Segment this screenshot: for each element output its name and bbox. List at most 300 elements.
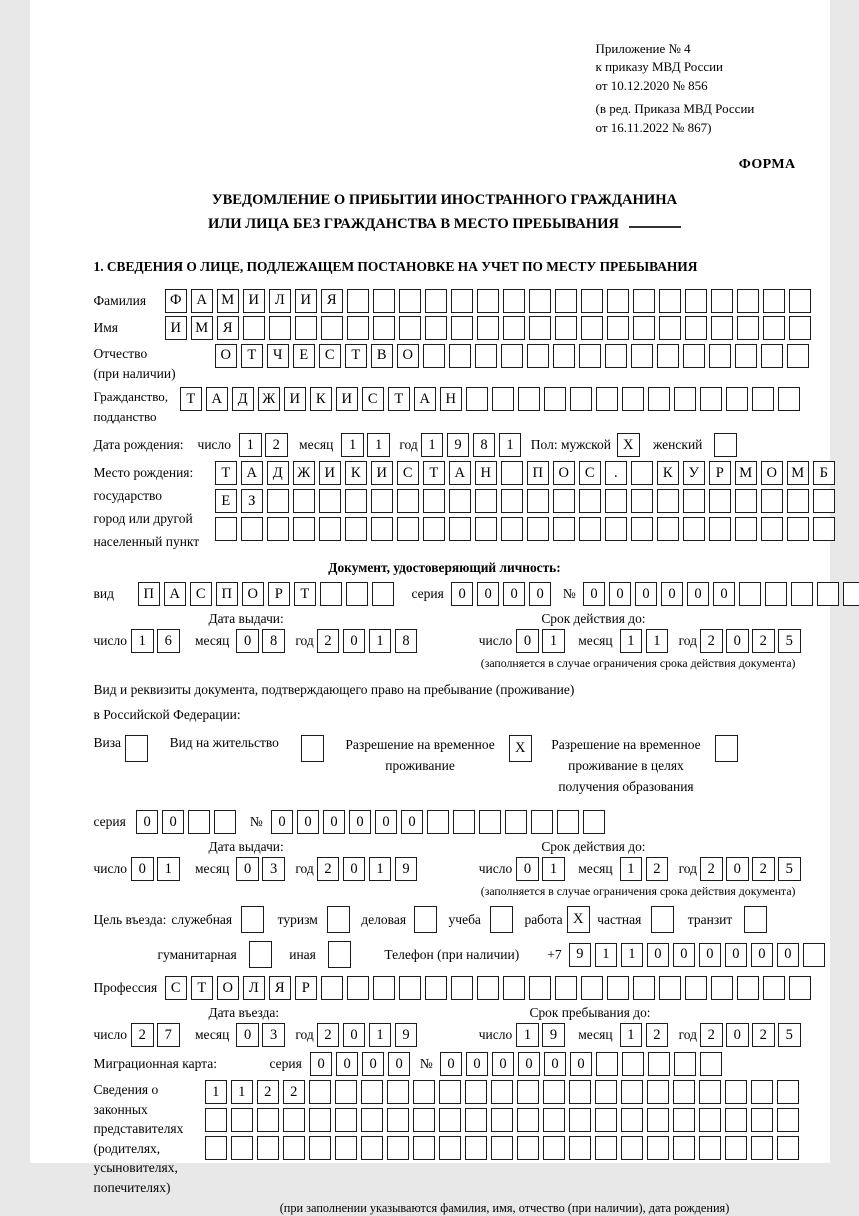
empty-cell[interactable]: [414, 906, 437, 933]
empty-cell[interactable]: [751, 1108, 774, 1132]
filled-cell[interactable]: 1: [499, 433, 522, 457]
filled-cell[interactable]: 2: [317, 857, 340, 881]
empty-cell[interactable]: [501, 517, 524, 541]
filled-cell[interactable]: 1: [369, 1023, 392, 1047]
filled-cell[interactable]: 0: [529, 582, 552, 606]
filled-cell[interactable]: М: [217, 289, 240, 313]
empty-cell[interactable]: [413, 1136, 436, 1160]
filled-cell[interactable]: Т: [180, 387, 203, 411]
filled-cell[interactable]: С: [397, 461, 420, 485]
empty-cell[interactable]: [293, 489, 316, 513]
filled-cell[interactable]: 0: [451, 582, 474, 606]
filled-cell[interactable]: 0: [661, 582, 684, 606]
empty-cell[interactable]: [700, 387, 723, 411]
empty-cell[interactable]: [477, 976, 500, 1000]
filled-cell[interactable]: Ж: [258, 387, 281, 411]
filled-cell[interactable]: 0: [343, 629, 366, 653]
empty-cell[interactable]: [371, 489, 394, 513]
filled-cell[interactable]: Р: [295, 976, 318, 1000]
filled-cell[interactable]: 1: [157, 857, 180, 881]
empty-cell[interactable]: [214, 810, 237, 834]
filled-cell[interactable]: 1: [205, 1080, 228, 1104]
filled-cell[interactable]: А: [206, 387, 229, 411]
empty-cell[interactable]: [553, 517, 576, 541]
filled-cell[interactable]: 2: [646, 857, 669, 881]
filled-cell[interactable]: Ч: [267, 344, 290, 368]
filled-cell[interactable]: 2: [265, 433, 288, 457]
filled-cell[interactable]: 3: [262, 857, 285, 881]
filled-cell[interactable]: 0: [362, 1052, 385, 1076]
filled-cell[interactable]: Д: [232, 387, 255, 411]
empty-cell[interactable]: [659, 316, 682, 340]
empty-cell[interactable]: [659, 976, 682, 1000]
filled-cell[interactable]: 1: [646, 629, 669, 653]
empty-cell[interactable]: [231, 1108, 254, 1132]
empty-cell[interactable]: [423, 489, 446, 513]
filled-cell[interactable]: 0: [725, 943, 748, 967]
filled-cell[interactable]: А: [449, 461, 472, 485]
empty-cell[interactable]: [674, 1052, 697, 1076]
filled-cell[interactable]: 0: [751, 943, 774, 967]
empty-cell[interactable]: [425, 976, 448, 1000]
filled-cell[interactable]: Т: [241, 344, 264, 368]
empty-cell[interactable]: [725, 1080, 748, 1104]
filled-cell[interactable]: Т: [215, 461, 238, 485]
empty-cell[interactable]: [125, 735, 148, 762]
empty-cell[interactable]: [397, 517, 420, 541]
empty-cell[interactable]: [543, 1080, 566, 1104]
empty-cell[interactable]: [505, 810, 528, 834]
empty-cell[interactable]: [579, 517, 602, 541]
filled-cell[interactable]: Т: [388, 387, 411, 411]
empty-cell[interactable]: [449, 344, 472, 368]
empty-cell[interactable]: [361, 1136, 384, 1160]
filled-cell[interactable]: 1: [542, 629, 565, 653]
empty-cell[interactable]: [492, 387, 515, 411]
empty-cell[interactable]: [387, 1136, 410, 1160]
empty-cell[interactable]: [843, 582, 859, 606]
empty-cell[interactable]: [647, 1108, 670, 1132]
empty-cell[interactable]: [529, 289, 552, 313]
filled-cell[interactable]: Т: [294, 582, 317, 606]
empty-cell[interactable]: [761, 517, 784, 541]
empty-cell[interactable]: [761, 344, 784, 368]
filled-cell[interactable]: Ж: [293, 461, 316, 485]
empty-cell[interactable]: [249, 941, 272, 968]
empty-cell[interactable]: [726, 387, 749, 411]
empty-cell[interactable]: [309, 1136, 332, 1160]
filled-cell[interactable]: X: [509, 735, 532, 762]
empty-cell[interactable]: [439, 1108, 462, 1132]
empty-cell[interactable]: [501, 461, 524, 485]
empty-cell[interactable]: [491, 1080, 514, 1104]
empty-cell[interactable]: [501, 489, 524, 513]
empty-cell[interactable]: [283, 1108, 306, 1132]
empty-cell[interactable]: [479, 810, 502, 834]
empty-cell[interactable]: [737, 289, 760, 313]
filled-cell[interactable]: 1: [231, 1080, 254, 1104]
empty-cell[interactable]: [490, 906, 513, 933]
filled-cell[interactable]: 0: [726, 1023, 749, 1047]
empty-cell[interactable]: [466, 387, 489, 411]
filled-cell[interactable]: 1: [369, 629, 392, 653]
filled-cell[interactable]: 1: [421, 433, 444, 457]
empty-cell[interactable]: [813, 489, 836, 513]
filled-cell[interactable]: 2: [700, 629, 723, 653]
empty-cell[interactable]: [518, 387, 541, 411]
filled-cell[interactable]: Е: [215, 489, 238, 513]
empty-cell[interactable]: [605, 517, 628, 541]
empty-cell[interactable]: [711, 289, 734, 313]
filled-cell[interactable]: У: [683, 461, 706, 485]
empty-cell[interactable]: [569, 1108, 592, 1132]
empty-cell[interactable]: [347, 976, 370, 1000]
empty-cell[interactable]: [543, 1108, 566, 1132]
filled-cell[interactable]: 0: [777, 943, 800, 967]
empty-cell[interactable]: [685, 289, 708, 313]
filled-cell[interactable]: 0: [477, 582, 500, 606]
empty-cell[interactable]: [555, 316, 578, 340]
filled-cell[interactable]: 1: [620, 857, 643, 881]
empty-cell[interactable]: [241, 517, 264, 541]
empty-cell[interactable]: [205, 1108, 228, 1132]
filled-cell[interactable]: С: [319, 344, 342, 368]
filled-cell[interactable]: 0: [544, 1052, 567, 1076]
empty-cell[interactable]: [347, 316, 370, 340]
filled-cell[interactable]: С: [190, 582, 213, 606]
filled-cell[interactable]: С: [165, 976, 188, 1000]
filled-cell[interactable]: А: [414, 387, 437, 411]
filled-cell[interactable]: Р: [709, 461, 732, 485]
empty-cell[interactable]: [633, 289, 656, 313]
empty-cell[interactable]: [737, 316, 760, 340]
filled-cell[interactable]: 1: [239, 433, 262, 457]
empty-cell[interactable]: [751, 1136, 774, 1160]
empty-cell[interactable]: [607, 976, 630, 1000]
filled-cell[interactable]: 0: [349, 810, 372, 834]
filled-cell[interactable]: 0: [570, 1052, 593, 1076]
empty-cell[interactable]: [583, 810, 606, 834]
filled-cell[interactable]: 5: [778, 1023, 801, 1047]
empty-cell[interactable]: [423, 517, 446, 541]
filled-cell[interactable]: 0: [162, 810, 185, 834]
empty-cell[interactable]: [451, 316, 474, 340]
filled-cell[interactable]: 0: [713, 582, 736, 606]
empty-cell[interactable]: [491, 1108, 514, 1132]
empty-cell[interactable]: [319, 489, 342, 513]
empty-cell[interactable]: [413, 1080, 436, 1104]
empty-cell[interactable]: [595, 1108, 618, 1132]
filled-cell[interactable]: 1: [516, 1023, 539, 1047]
empty-cell[interactable]: [309, 1108, 332, 1132]
filled-cell[interactable]: 0: [310, 1052, 333, 1076]
filled-cell[interactable]: 3: [262, 1023, 285, 1047]
filled-cell[interactable]: И: [371, 461, 394, 485]
filled-cell[interactable]: 0: [518, 1052, 541, 1076]
empty-cell[interactable]: [651, 906, 674, 933]
empty-cell[interactable]: [631, 344, 654, 368]
empty-cell[interactable]: [423, 344, 446, 368]
empty-cell[interactable]: [269, 316, 292, 340]
empty-cell[interactable]: [659, 289, 682, 313]
filled-cell[interactable]: 0: [236, 1023, 259, 1047]
empty-cell[interactable]: [425, 316, 448, 340]
filled-cell[interactable]: 7: [157, 1023, 180, 1047]
empty-cell[interactable]: [517, 1080, 540, 1104]
filled-cell[interactable]: 0: [297, 810, 320, 834]
empty-cell[interactable]: [345, 489, 368, 513]
filled-cell[interactable]: О: [761, 461, 784, 485]
filled-cell[interactable]: 0: [609, 582, 632, 606]
empty-cell[interactable]: [699, 1080, 722, 1104]
filled-cell[interactable]: 8: [395, 629, 418, 653]
empty-cell[interactable]: [399, 289, 422, 313]
empty-cell[interactable]: [621, 1080, 644, 1104]
empty-cell[interactable]: [596, 1052, 619, 1076]
empty-cell[interactable]: [347, 289, 370, 313]
empty-cell[interactable]: [744, 906, 767, 933]
filled-cell[interactable]: З: [241, 489, 264, 513]
empty-cell[interactable]: [817, 582, 840, 606]
empty-cell[interactable]: [345, 517, 368, 541]
empty-cell[interactable]: [553, 489, 576, 513]
filled-cell[interactable]: Я: [217, 316, 240, 340]
empty-cell[interactable]: [752, 387, 775, 411]
empty-cell[interactable]: [633, 316, 656, 340]
filled-cell[interactable]: М: [787, 461, 810, 485]
filled-cell[interactable]: 0: [236, 629, 259, 653]
empty-cell[interactable]: [361, 1080, 384, 1104]
filled-cell[interactable]: 2: [131, 1023, 154, 1047]
empty-cell[interactable]: [595, 1080, 618, 1104]
filled-cell[interactable]: 1: [542, 857, 565, 881]
empty-cell[interactable]: [605, 489, 628, 513]
empty-cell[interactable]: [477, 316, 500, 340]
empty-cell[interactable]: [737, 976, 760, 1000]
empty-cell[interactable]: [709, 489, 732, 513]
empty-cell[interactable]: [735, 489, 758, 513]
empty-cell[interactable]: [465, 1108, 488, 1132]
filled-cell[interactable]: С: [579, 461, 602, 485]
empty-cell[interactable]: [725, 1136, 748, 1160]
empty-cell[interactable]: [346, 582, 369, 606]
empty-cell[interactable]: [335, 1108, 358, 1132]
filled-cell[interactable]: С: [362, 387, 385, 411]
filled-cell[interactable]: П: [527, 461, 550, 485]
empty-cell[interactable]: [215, 517, 238, 541]
filled-cell[interactable]: 0: [440, 1052, 463, 1076]
filled-cell[interactable]: 0: [236, 857, 259, 881]
filled-cell[interactable]: О: [397, 344, 420, 368]
filled-cell[interactable]: 1: [621, 943, 644, 967]
filled-cell[interactable]: 0: [503, 582, 526, 606]
empty-cell[interactable]: [673, 1080, 696, 1104]
filled-cell[interactable]: 6: [157, 629, 180, 653]
empty-cell[interactable]: [283, 1136, 306, 1160]
filled-cell[interactable]: 1: [131, 629, 154, 653]
filled-cell[interactable]: Б: [813, 461, 836, 485]
filled-cell[interactable]: 1: [595, 943, 618, 967]
filled-cell[interactable]: 0: [388, 1052, 411, 1076]
empty-cell[interactable]: [397, 489, 420, 513]
filled-cell[interactable]: П: [216, 582, 239, 606]
filled-cell[interactable]: Т: [191, 976, 214, 1000]
filled-cell[interactable]: 9: [395, 857, 418, 881]
empty-cell[interactable]: [813, 517, 836, 541]
empty-cell[interactable]: [309, 1080, 332, 1104]
filled-cell[interactable]: 5: [778, 629, 801, 653]
empty-cell[interactable]: [763, 316, 786, 340]
empty-cell[interactable]: [503, 976, 526, 1000]
empty-cell[interactable]: [373, 316, 396, 340]
empty-cell[interactable]: [596, 387, 619, 411]
empty-cell[interactable]: [787, 344, 810, 368]
empty-cell[interactable]: [657, 344, 680, 368]
filled-cell[interactable]: Н: [475, 461, 498, 485]
filled-cell[interactable]: 2: [752, 629, 775, 653]
filled-cell[interactable]: П: [138, 582, 161, 606]
empty-cell[interactable]: [373, 289, 396, 313]
empty-cell[interactable]: [673, 1108, 696, 1132]
empty-cell[interactable]: [595, 1136, 618, 1160]
empty-cell[interactable]: [787, 517, 810, 541]
filled-cell[interactable]: Ф: [165, 289, 188, 313]
filled-cell[interactable]: О: [217, 976, 240, 1000]
filled-cell[interactable]: Т: [423, 461, 446, 485]
empty-cell[interactable]: [700, 1052, 723, 1076]
empty-cell[interactable]: [683, 489, 706, 513]
filled-cell[interactable]: 9: [542, 1023, 565, 1047]
empty-cell[interactable]: [544, 387, 567, 411]
filled-cell[interactable]: И: [284, 387, 307, 411]
filled-cell[interactable]: X: [567, 906, 590, 933]
empty-cell[interactable]: [685, 316, 708, 340]
empty-cell[interactable]: [763, 289, 786, 313]
empty-cell[interactable]: [301, 735, 324, 762]
empty-cell[interactable]: [803, 943, 826, 967]
empty-cell[interactable]: [517, 1136, 540, 1160]
empty-cell[interactable]: [647, 1136, 670, 1160]
empty-cell[interactable]: [787, 489, 810, 513]
empty-cell[interactable]: [777, 1136, 800, 1160]
empty-cell[interactable]: [579, 344, 602, 368]
empty-cell[interactable]: [327, 906, 350, 933]
empty-cell[interactable]: [361, 1108, 384, 1132]
empty-cell[interactable]: [621, 1108, 644, 1132]
empty-cell[interactable]: [711, 976, 734, 1000]
empty-cell[interactable]: [267, 489, 290, 513]
empty-cell[interactable]: [477, 289, 500, 313]
empty-cell[interactable]: [451, 976, 474, 1000]
empty-cell[interactable]: [241, 906, 264, 933]
empty-cell[interactable]: [335, 1080, 358, 1104]
filled-cell[interactable]: М: [735, 461, 758, 485]
filled-cell[interactable]: И: [295, 289, 318, 313]
empty-cell[interactable]: [648, 387, 671, 411]
empty-cell[interactable]: [714, 433, 737, 457]
filled-cell[interactable]: Р: [268, 582, 291, 606]
empty-cell[interactable]: [439, 1080, 462, 1104]
filled-cell[interactable]: Н: [440, 387, 463, 411]
empty-cell[interactable]: [427, 810, 450, 834]
filled-cell[interactable]: 0: [131, 857, 154, 881]
filled-cell[interactable]: 0: [343, 1023, 366, 1047]
empty-cell[interactable]: [503, 316, 526, 340]
empty-cell[interactable]: [674, 387, 697, 411]
empty-cell[interactable]: [555, 289, 578, 313]
empty-cell[interactable]: [633, 976, 656, 1000]
empty-cell[interactable]: [328, 941, 351, 968]
empty-cell[interactable]: [529, 316, 552, 340]
filled-cell[interactable]: О: [215, 344, 238, 368]
filled-cell[interactable]: 1: [367, 433, 390, 457]
empty-cell[interactable]: [527, 517, 550, 541]
empty-cell[interactable]: [605, 344, 628, 368]
filled-cell[interactable]: К: [657, 461, 680, 485]
empty-cell[interactable]: [581, 976, 604, 1000]
empty-cell[interactable]: [335, 1136, 358, 1160]
filled-cell[interactable]: 1: [341, 433, 364, 457]
empty-cell[interactable]: [631, 461, 654, 485]
empty-cell[interactable]: [553, 344, 576, 368]
filled-cell[interactable]: 0: [647, 943, 670, 967]
empty-cell[interactable]: [709, 517, 732, 541]
empty-cell[interactable]: [527, 344, 550, 368]
empty-cell[interactable]: [465, 1136, 488, 1160]
empty-cell[interactable]: [647, 1080, 670, 1104]
empty-cell[interactable]: [529, 976, 552, 1000]
filled-cell[interactable]: 0: [343, 857, 366, 881]
filled-cell[interactable]: Т: [345, 344, 368, 368]
empty-cell[interactable]: [491, 1136, 514, 1160]
empty-cell[interactable]: [735, 517, 758, 541]
filled-cell[interactable]: К: [345, 461, 368, 485]
empty-cell[interactable]: [293, 517, 316, 541]
filled-cell[interactable]: Л: [243, 976, 266, 1000]
filled-cell[interactable]: 0: [401, 810, 424, 834]
empty-cell[interactable]: [501, 344, 524, 368]
filled-cell[interactable]: Л: [269, 289, 292, 313]
empty-cell[interactable]: [372, 582, 395, 606]
filled-cell[interactable]: Я: [269, 976, 292, 1000]
filled-cell[interactable]: 0: [673, 943, 696, 967]
empty-cell[interactable]: [543, 1136, 566, 1160]
filled-cell[interactable]: 2: [752, 1023, 775, 1047]
empty-cell[interactable]: [699, 1108, 722, 1132]
filled-cell[interactable]: 0: [726, 629, 749, 653]
filled-cell[interactable]: 9: [447, 433, 470, 457]
empty-cell[interactable]: [321, 976, 344, 1000]
empty-cell[interactable]: [622, 387, 645, 411]
empty-cell[interactable]: [778, 387, 801, 411]
filled-cell[interactable]: 0: [516, 629, 539, 653]
empty-cell[interactable]: [683, 517, 706, 541]
empty-cell[interactable]: [683, 344, 706, 368]
empty-cell[interactable]: [789, 316, 812, 340]
empty-cell[interactable]: [621, 1136, 644, 1160]
filled-cell[interactable]: 2: [257, 1080, 280, 1104]
empty-cell[interactable]: [449, 517, 472, 541]
empty-cell[interactable]: [581, 289, 604, 313]
empty-cell[interactable]: [439, 1136, 462, 1160]
filled-cell[interactable]: 9: [569, 943, 592, 967]
empty-cell[interactable]: [475, 517, 498, 541]
filled-cell[interactable]: 2: [317, 1023, 340, 1047]
empty-cell[interactable]: [527, 489, 550, 513]
empty-cell[interactable]: [685, 976, 708, 1000]
empty-cell[interactable]: [517, 1108, 540, 1132]
filled-cell[interactable]: К: [310, 387, 333, 411]
